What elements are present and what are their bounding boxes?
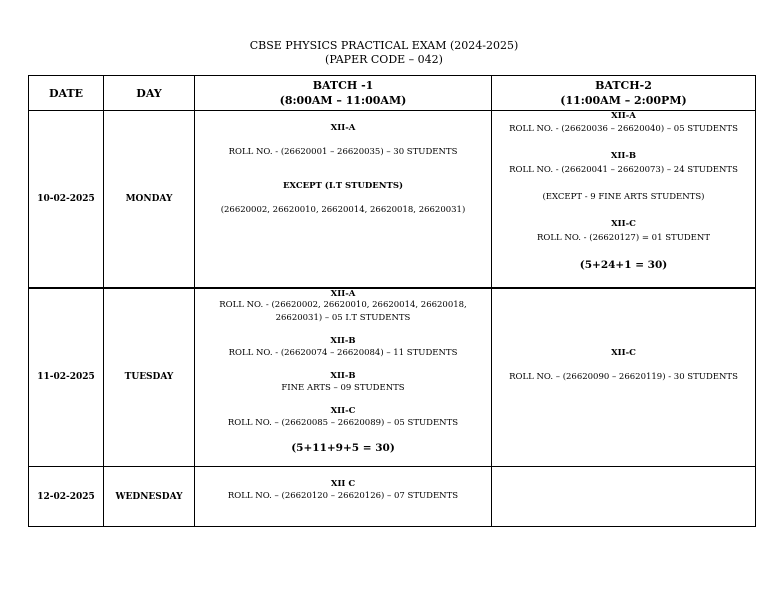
row-day: WEDNESDAY bbox=[104, 467, 195, 527]
table-row bbox=[29, 288, 756, 467]
row-batch1 bbox=[195, 288, 492, 467]
row-batch1 bbox=[195, 111, 492, 288]
except-rolls: (26620002, 26620010, 26620014, 26620018, 26620031) bbox=[220, 205, 466, 215]
roll-range-cont: 26620031) – 05 I.T STUDENTS bbox=[275, 312, 411, 323]
batch2-time: (11:00AM – 2:00PM) bbox=[560, 94, 687, 107]
row-batch2 bbox=[492, 111, 756, 288]
student-total: (5+24+1 = 30) bbox=[579, 259, 668, 271]
row-batch1 bbox=[195, 467, 492, 527]
row-batch2 bbox=[492, 288, 756, 467]
roll-range: ROLL NO. – (26620085 – 26620089) – 05 STUDENTS bbox=[227, 417, 459, 428]
roll-range: ROLL NO. - (26620041 – 26620073) – 24 STUDENTS bbox=[509, 165, 738, 175]
header-day: DAY bbox=[104, 76, 195, 111]
header-batch1 bbox=[195, 76, 492, 111]
class-label: XII-B bbox=[330, 335, 356, 346]
table-row bbox=[29, 111, 756, 288]
roll-range: ROLL NO. - (26620127) = 01 STUDENT bbox=[537, 233, 710, 243]
batch1-name: BATCH -1 bbox=[312, 79, 374, 92]
roll-range: ROLL NO. – (26620090 – 26620119) - 30 STUDENTS bbox=[509, 371, 738, 382]
batch1-time: (8:00AM – 11:00AM) bbox=[279, 94, 407, 107]
class-label: XII-A bbox=[611, 111, 636, 121]
class-label: XII C bbox=[330, 479, 356, 489]
roll-range: ROLL NO. - (26620074 – 26620084) – 11 STUDENTS bbox=[228, 347, 458, 358]
roll-range: ROLL NO. - (26620036 – 26620040) – 05 STUDENTS bbox=[509, 124, 738, 134]
class-label: XII-C bbox=[611, 347, 636, 358]
class-label: XII-B bbox=[330, 370, 356, 381]
class-label: XII-C bbox=[611, 219, 636, 229]
roll-range: ROLL NO. – (26620120 – 26620126) – 07 STUDENTS bbox=[227, 491, 459, 501]
row-day: MONDAY bbox=[104, 111, 195, 288]
class-label: XII-B bbox=[610, 151, 637, 161]
batch2-name: BATCH-2 bbox=[595, 79, 652, 92]
header-row bbox=[29, 76, 756, 111]
page-title: CBSE PHYSICS PRACTICAL EXAM (2024-2025) bbox=[249, 39, 519, 52]
table-row bbox=[29, 467, 756, 527]
student-total: (5+11+9+5 = 30) bbox=[291, 441, 395, 454]
class-label: XII-C bbox=[330, 405, 356, 416]
header-batch2 bbox=[492, 76, 756, 111]
class-label: XII-A bbox=[330, 288, 356, 299]
row-date: 12-02-2025 bbox=[29, 467, 104, 527]
roll-range: ROLL NO. - (26620002, 26620010, 26620014, 26620018, bbox=[219, 299, 467, 310]
except-label: (EXCEPT - 9 FINE ARTS STUDENTS) bbox=[542, 192, 705, 202]
row-batch2-empty bbox=[492, 467, 756, 527]
row-date: 10-02-2025 bbox=[29, 111, 104, 288]
paper-code: (PAPER CODE – 042) bbox=[325, 53, 443, 66]
class-label: XII-A bbox=[330, 123, 356, 133]
fine-arts-count: FINE ARTS – 09 STUDENTS bbox=[281, 382, 405, 393]
row-day: TUESDAY bbox=[104, 288, 195, 467]
except-label: EXCEPT (I.T STUDENTS) bbox=[282, 181, 404, 191]
roll-range: ROLL NO. - (26620001 – 26620035) – 30 STUDENTS bbox=[228, 147, 458, 157]
schedule-table bbox=[28, 75, 756, 527]
row-date: 11-02-2025 bbox=[29, 288, 104, 467]
header-date: DATE bbox=[29, 76, 104, 111]
